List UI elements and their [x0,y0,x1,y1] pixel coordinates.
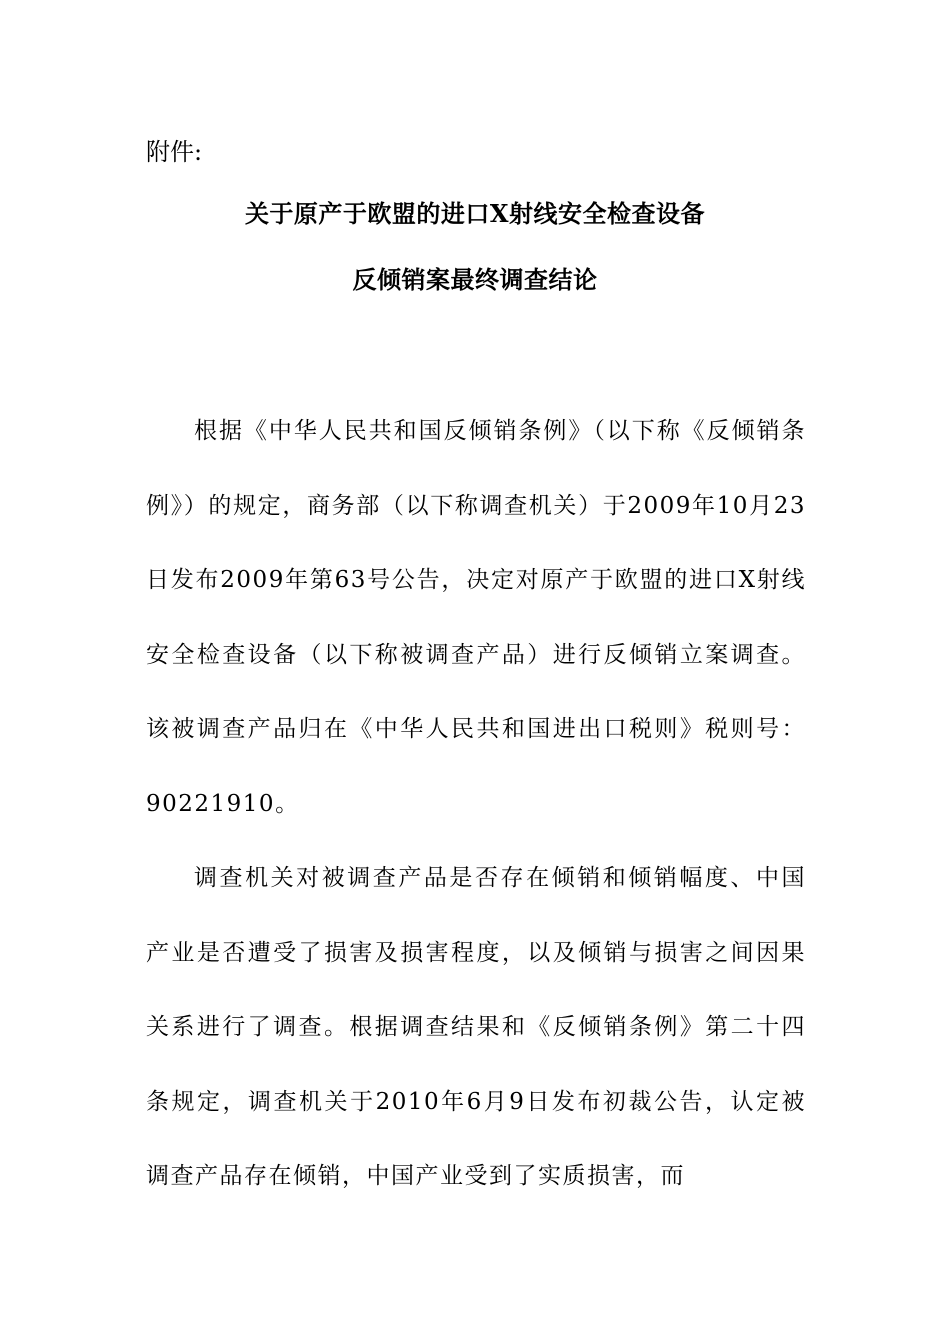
document-title-line-1: 关于原产于欧盟的进口X射线安全检查设备 [244,199,706,228]
document-body [146,394,806,1214]
paragraph-2: 调查机关对被调查产品是否存在倾销和倾销幅度、中国产业是否遭受了损害及损害程度，以及倾销与损害之间因果关系进行了调查。根据调查结果和《反倾销条例》第二十四条规定，调查机关于2010年6月9日发布初裁公告，认定被调查产品存在倾销，中国产业受到了实质损害，而 [146,865,806,1189]
document-title-line-2: 反倾销案最终调查结论 [352,265,598,294]
attachment-label: 附件: [146,138,203,166]
paragraph-1: 根据《中华人民共和国反倾销条例》（以下称《反倾销条例》）的规定，商务部（以下称调查机关）于2009年10月23日发布2009年第63号公告，决定对原产于欧盟的进口X射线安全检查设备（以下称被调查产品）进行反倾销立案调查。该被调查产品归在《中华人民共和国进出口税则》税则号：90221910。 [146,418,806,817]
